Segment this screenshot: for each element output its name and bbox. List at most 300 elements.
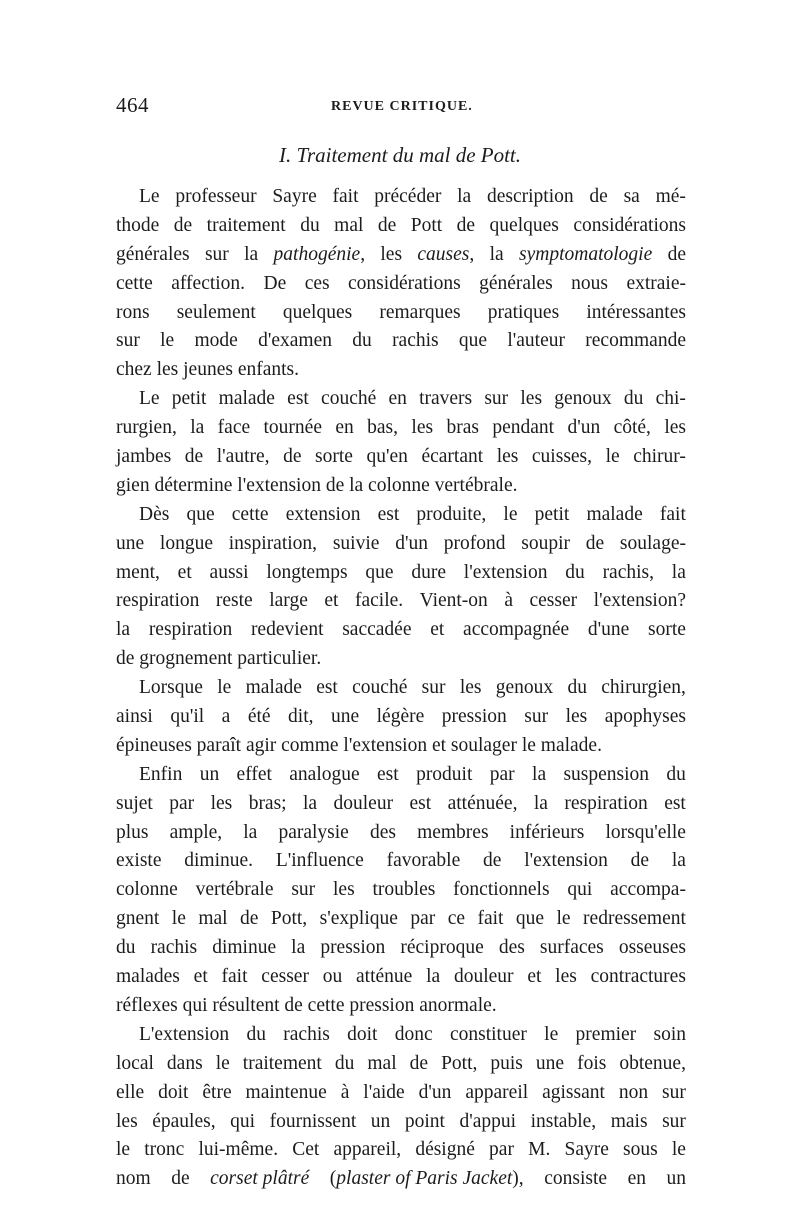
word: de — [240, 908, 259, 930]
word: Pott — [410, 214, 443, 236]
word: traitement — [242, 1052, 322, 1074]
word: les — [411, 417, 434, 439]
word: d'examen — [258, 330, 332, 352]
text-line — [116, 530, 686, 559]
word: en — [335, 417, 354, 439]
word: bras — [446, 417, 479, 439]
word: quelques — [282, 301, 353, 323]
paragraph — [116, 761, 686, 1021]
word: rons — [116, 301, 150, 323]
word: ainsi — [116, 706, 153, 728]
word: point — [404, 1110, 445, 1132]
word: du — [567, 677, 587, 699]
word: obtenue, — [619, 1052, 686, 1074]
word: générales — [479, 272, 553, 294]
word: et — [193, 966, 208, 988]
word: pratiques — [487, 301, 560, 323]
word: existe — [116, 850, 162, 872]
word: effet — [236, 763, 272, 785]
word: un — [370, 1110, 391, 1132]
word: de — [171, 1168, 190, 1190]
word: professeur — [175, 186, 257, 207]
word: le — [671, 1139, 686, 1161]
word: s'explique — [319, 908, 398, 930]
word: sorte — [648, 619, 686, 641]
word: que — [458, 330, 488, 352]
word: consiste — [544, 1168, 608, 1190]
word: remarques — [379, 301, 461, 323]
word: de — [483, 850, 502, 872]
word: longtemps — [266, 561, 348, 583]
word: chirur- — [633, 446, 686, 468]
word: symptomatologie — [519, 243, 653, 265]
word: fait — [221, 966, 248, 988]
word: facile. — [354, 590, 404, 612]
text-line — [116, 790, 686, 819]
word: mode — [194, 330, 238, 352]
word: sur — [662, 1081, 686, 1103]
text-line — [116, 992, 686, 1021]
word: de grognement particulier. — [116, 648, 322, 670]
paragraph — [116, 501, 686, 674]
word: rurgien, — [116, 417, 177, 439]
word: elle — [116, 1081, 145, 1103]
text-line — [116, 559, 686, 588]
text-line — [116, 270, 686, 299]
word: est — [409, 792, 432, 814]
word: épineuses paraît agir comme l'extension et soulager le malade. — [116, 734, 602, 756]
word: désigné — [415, 1139, 475, 1161]
word: chi- — [655, 388, 686, 410]
word: favorable — [386, 850, 461, 872]
word: surfaces — [539, 937, 604, 959]
word: genoux — [495, 677, 554, 699]
word: les — [565, 706, 588, 728]
word: cuisses, — [531, 446, 593, 468]
word: dure — [411, 561, 446, 583]
word: la — [244, 243, 259, 265]
word: du — [666, 763, 686, 785]
word: face — [217, 417, 251, 439]
word: Enfin — [139, 763, 183, 785]
text-line — [116, 645, 686, 674]
word: osseuses — [618, 937, 686, 959]
word: Pott, — [270, 908, 308, 930]
word: diminue — [212, 937, 277, 959]
text-line — [116, 934, 686, 963]
word: suivie — [332, 532, 380, 554]
word: d'un — [395, 532, 428, 554]
word: accompa- — [610, 879, 686, 901]
word: bas, — [367, 417, 399, 439]
word: côté, — [613, 417, 651, 439]
word: une — [330, 706, 360, 728]
word: soulage- — [619, 532, 686, 554]
word: et — [430, 619, 445, 641]
word: de — [409, 1052, 429, 1074]
word: travers — [419, 388, 473, 410]
word: malade — [245, 677, 302, 699]
word: sujet — [116, 792, 153, 814]
word: une — [116, 532, 145, 554]
word: malade — [586, 503, 643, 525]
word: appareil, — [333, 1139, 402, 1161]
word: un — [199, 763, 220, 785]
word: saccadée — [342, 619, 412, 641]
text-line — [116, 501, 686, 530]
word: doit — [347, 1023, 378, 1045]
word: sur — [421, 677, 446, 699]
word: la — [532, 763, 547, 785]
word: Lorsque — [139, 677, 203, 699]
word: été — [247, 706, 271, 728]
word: des — [498, 937, 525, 959]
word: seulement — [176, 301, 256, 323]
word: sous — [623, 1139, 658, 1161]
text-line — [116, 1050, 686, 1079]
word: nom — [116, 1168, 151, 1190]
word: rachis — [150, 937, 198, 959]
word: la — [671, 561, 686, 583]
word: douleur — [453, 966, 514, 988]
word: pathogénie, — [273, 243, 366, 265]
word: instable, — [530, 1110, 597, 1132]
word: produite, — [416, 503, 487, 525]
paragraph — [116, 1021, 686, 1194]
text-line — [116, 876, 686, 905]
word: sur — [662, 1110, 686, 1132]
word: sa — [623, 186, 640, 207]
word: ces — [304, 272, 330, 294]
paragraph — [116, 183, 686, 385]
word: premier — [575, 1023, 637, 1045]
word: cette — [116, 272, 153, 294]
word: genoux — [554, 388, 612, 410]
word: des — [369, 821, 396, 843]
word: tronc — [144, 1139, 185, 1161]
word: être — [202, 1081, 232, 1103]
word: De — [263, 272, 287, 294]
word: affection. — [171, 272, 246, 294]
word: du — [300, 214, 320, 236]
word: la — [116, 619, 131, 641]
word: malades — [116, 966, 180, 988]
word: accompagnée — [463, 619, 570, 641]
word: agissant — [542, 1081, 605, 1103]
word: diminue. — [184, 850, 254, 872]
word: douleur — [333, 792, 394, 814]
word: le — [116, 1139, 131, 1161]
word: du — [116, 937, 136, 959]
word: est — [664, 792, 686, 814]
word: les — [496, 446, 519, 468]
word: par — [489, 763, 515, 785]
word: par — [410, 908, 436, 930]
word: lui-même. — [198, 1139, 279, 1161]
word: tournée — [263, 417, 322, 439]
word: le — [171, 908, 186, 930]
word: quelques — [489, 214, 559, 236]
word: le — [556, 908, 571, 930]
word: mé- — [655, 186, 686, 207]
word: du — [623, 388, 644, 410]
text-line — [116, 1021, 686, 1050]
word: légère — [376, 706, 425, 728]
word: Sayre — [272, 186, 317, 207]
word: fonctionnels — [453, 879, 550, 901]
word: membres — [417, 821, 489, 843]
paragraph — [116, 385, 686, 501]
word: couché — [321, 388, 377, 410]
word: les — [333, 879, 355, 901]
word: atténue — [356, 966, 413, 988]
word: petit — [171, 388, 207, 410]
word: réciproque — [400, 937, 484, 959]
word: sur — [116, 330, 140, 352]
word: pendant — [492, 417, 555, 439]
word: chirurgien, — [601, 677, 686, 699]
word: rachis — [283, 1023, 330, 1045]
text-line — [116, 761, 686, 790]
word: cesser — [261, 966, 309, 988]
word: les — [520, 388, 543, 410]
word: les — [116, 1110, 138, 1132]
word: sur — [204, 243, 229, 265]
word: rachis — [392, 330, 439, 352]
word: fournissent — [269, 1110, 357, 1132]
word: maintenue — [245, 1081, 327, 1103]
word: malade — [218, 388, 275, 410]
word: lorsqu'elle — [605, 821, 686, 843]
running-head — [116, 93, 686, 123]
word: d'un — [567, 417, 601, 439]
word: ce — [447, 908, 466, 930]
word: la — [303, 792, 318, 814]
word: Vient-on — [419, 590, 488, 612]
word: aussi — [209, 561, 249, 583]
word: de — [173, 214, 193, 236]
text-line — [116, 616, 686, 645]
text-line — [116, 732, 686, 761]
word: que — [515, 908, 545, 930]
word: qu'il — [170, 706, 205, 728]
word: ment, — [116, 561, 160, 583]
word: L'influence — [275, 850, 364, 872]
word: couché — [352, 677, 408, 699]
word: la — [243, 821, 258, 843]
word: à — [504, 590, 513, 612]
word: donc — [394, 1023, 433, 1045]
word: atténuée, — [447, 792, 518, 814]
word: extension — [285, 503, 361, 525]
word: Pott, — [441, 1052, 478, 1074]
text-line — [116, 1108, 686, 1137]
word: non — [618, 1081, 649, 1103]
word: mal — [367, 1052, 397, 1074]
word: description — [486, 186, 574, 207]
word: respiration — [564, 792, 648, 814]
word: les — [380, 243, 403, 265]
word: Sayre — [564, 1139, 609, 1161]
word: les — [210, 792, 233, 814]
word: sur — [484, 388, 509, 410]
word: la — [457, 186, 472, 207]
word: l'extension — [463, 561, 548, 583]
word: à — [340, 1081, 350, 1103]
word: du — [352, 330, 372, 352]
word: mal — [334, 214, 364, 236]
text-line — [116, 1165, 686, 1194]
paragraph — [116, 674, 686, 761]
word: et — [177, 561, 192, 583]
word: ample, — [169, 821, 223, 843]
text-line — [116, 674, 686, 703]
word: par — [489, 1139, 514, 1161]
word: redevient — [250, 619, 324, 641]
word: de — [667, 243, 686, 265]
word: redressement — [583, 908, 686, 930]
word: Le — [139, 388, 160, 410]
word: le — [160, 330, 175, 352]
word: une — [535, 1052, 565, 1074]
word: d'appui — [459, 1110, 517, 1132]
word: cette — [231, 503, 269, 525]
word: corset plâtré — [210, 1168, 310, 1190]
word: la — [533, 792, 548, 814]
word: la — [291, 937, 306, 959]
word: que — [365, 561, 394, 583]
word: (plaster of Paris Jacket), — [329, 1168, 524, 1190]
word: le — [217, 677, 232, 699]
word: précéder — [374, 186, 442, 207]
word: traitement — [206, 214, 286, 236]
word: gnent — [116, 908, 160, 930]
word: dit, — [288, 706, 314, 728]
word: est — [377, 763, 399, 785]
text-line — [116, 847, 686, 876]
text-line — [116, 819, 686, 848]
word: respiration — [148, 619, 233, 641]
word: Le — [139, 186, 160, 207]
word: thode — [116, 214, 160, 236]
word: l'extension — [524, 850, 608, 872]
word: est — [287, 388, 309, 410]
word: sur — [524, 706, 549, 728]
word: soin — [653, 1023, 686, 1045]
word: du — [246, 1023, 266, 1045]
word: produit — [416, 763, 473, 785]
body-text — [116, 183, 686, 1194]
text-line — [116, 963, 686, 992]
word: large — [269, 590, 308, 612]
word: en — [388, 388, 407, 410]
word: qui — [567, 879, 593, 901]
word: de — [456, 214, 476, 236]
word: L'extension — [139, 1023, 230, 1045]
running-head-title: REVUE CRITIQUE. — [331, 99, 473, 114]
word: cesser — [529, 590, 578, 612]
word: est — [377, 503, 400, 525]
word: générales — [116, 243, 190, 265]
word: que — [186, 503, 215, 525]
text-line — [116, 241, 686, 270]
word: paralysie — [278, 821, 349, 843]
word: fois — [577, 1052, 607, 1074]
text-line — [116, 703, 686, 732]
section-title: I. Traitement du mal de Pott. — [278, 143, 522, 167]
word: a — [221, 706, 231, 728]
word: dans — [166, 1052, 203, 1074]
word: la — [190, 417, 205, 439]
word: appareil — [465, 1081, 529, 1103]
word: recommande — [585, 330, 686, 352]
word: doit — [158, 1081, 189, 1103]
word: vertébrale — [195, 879, 274, 901]
word: et — [324, 590, 339, 612]
word: de — [377, 214, 397, 236]
word: d'un — [418, 1081, 452, 1103]
word: longue — [159, 532, 213, 554]
word: fait — [332, 186, 359, 207]
word: de — [283, 446, 302, 468]
word: mais — [610, 1110, 648, 1132]
word: d'une — [587, 619, 630, 641]
word: de — [184, 446, 204, 468]
word: bras; — [248, 792, 287, 814]
word: le — [503, 503, 518, 525]
text-line — [116, 385, 686, 414]
word: est — [316, 677, 338, 699]
text-line — [116, 327, 686, 356]
word: les — [459, 677, 482, 699]
word: l'extension? — [593, 590, 686, 612]
text-line — [116, 356, 686, 385]
word: local — [116, 1052, 154, 1074]
word: chez les jeunes enfants. — [116, 359, 300, 381]
word: les — [664, 417, 686, 439]
word: M. — [528, 1139, 551, 1161]
text-line — [116, 587, 686, 616]
word: suspension — [563, 763, 650, 785]
word: extraie- — [626, 272, 686, 294]
word: Dès — [139, 503, 170, 525]
word: écartant — [421, 446, 484, 468]
word: la — [489, 243, 504, 265]
word: la — [426, 966, 441, 988]
word: sur — [291, 879, 316, 901]
word: du — [334, 1052, 355, 1074]
word: épaules, — [152, 1110, 216, 1132]
text-line — [116, 299, 686, 328]
text-line — [116, 472, 686, 501]
word: analogue — [289, 763, 360, 785]
word: troubles — [372, 879, 436, 901]
word: les — [555, 966, 577, 988]
word: gien détermine l'extension de la colonne vertébrale. — [116, 474, 518, 496]
word: puis — [490, 1052, 523, 1074]
word: inférieurs — [509, 821, 585, 843]
text-line — [116, 1079, 686, 1108]
word: contractures — [590, 966, 686, 988]
word: et — [527, 966, 542, 988]
word: réflexes qui résultent de cette pression anormale. — [116, 994, 497, 1016]
word: sorte — [315, 446, 353, 468]
word: soupir — [521, 532, 570, 554]
word: qui — [230, 1110, 256, 1132]
word: nous — [571, 272, 609, 294]
word: le — [215, 1052, 230, 1074]
word: le — [544, 1023, 559, 1045]
